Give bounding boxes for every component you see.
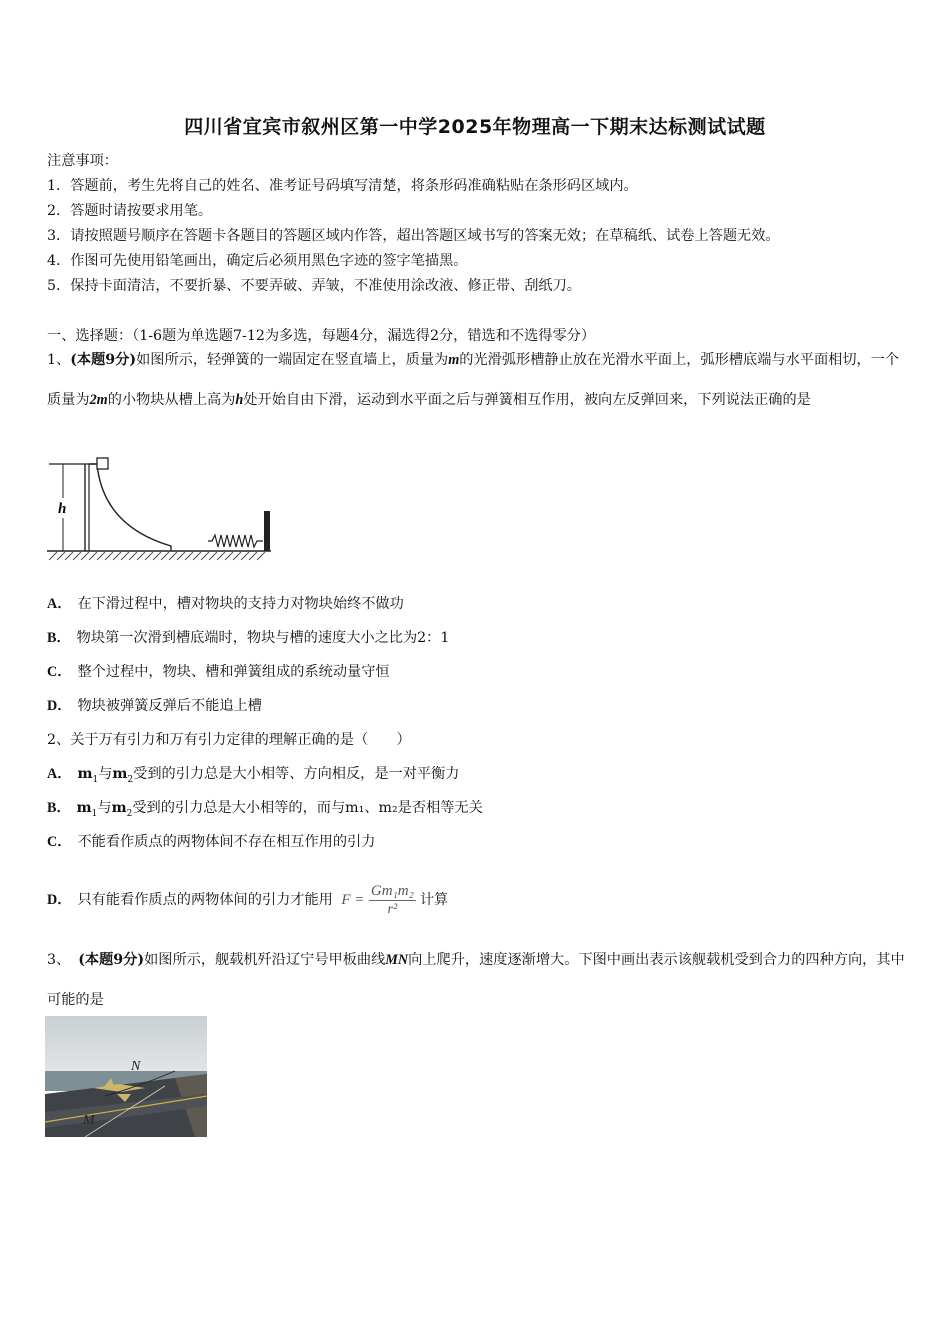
notice-item: 4．作图可先使用铅笔画出，确定后必须用黑色字迹的签字笔描黑。 [47, 253, 468, 269]
option-key: D． [47, 698, 72, 714]
question-text: 的小物块从槽上高为 [107, 392, 236, 408]
subscript: 2 [126, 808, 133, 819]
formula-numerator: Gm₁m₂ [370, 882, 414, 899]
q1-option-b[interactable] [47, 628, 449, 648]
page-title: 四川省宜宾市叙州区第一中学2025年物理高一下期末达标测试试题 [184, 116, 766, 138]
notice-item: 2．答题时请按要求用笔。 [47, 203, 213, 219]
option-text: 受到的引力总是大小相等的，而与m₁、m₂是否相等无关 [132, 800, 483, 816]
option-key: B． [47, 800, 71, 816]
q2-option-d[interactable] [47, 868, 448, 932]
formula-denominator: r² [387, 901, 398, 917]
q1-option-a[interactable] [47, 594, 404, 614]
point-m-label: M [83, 1113, 95, 1128]
question-number: 3、 [47, 952, 71, 968]
question-text: 的光滑弧形槽静止放在光滑水平面上，弧形槽底端与水平面相切，一个质量为 [47, 352, 900, 408]
option-text: 不能看作质点的两物体间不存在相互作用的引力 [77, 834, 376, 850]
notice-heading: 注意事项： [47, 153, 118, 169]
question-points: (本题9分) [70, 352, 137, 368]
q1-option-c[interactable] [47, 662, 390, 682]
question-points: (本题9分) [78, 952, 145, 968]
option-text: 计算 [419, 892, 449, 908]
option-text: 与 [98, 766, 113, 782]
question-text: 如图所示，舰载机歼沿辽宁号甲板曲线 [144, 952, 386, 968]
notice-item: 3．请按照题号顺序在答题卡各题目的答题区域内作答，超出答题区域书写的答案无效；在草稿纸、试卷上答题无效。 [47, 228, 780, 244]
question-text: 如图所示，轻弹簧的一端固定在竖直墙上，质量为 [136, 352, 449, 368]
q2-option-c[interactable] [47, 832, 375, 852]
notice-item: 5．保持卡面清洁，不要折暴、不要弄破、弄皱，不准使用涂改液、修正带、刮纸刀。 [47, 278, 581, 294]
option-text: 受到的引力总是大小相等、方向相反，是一对平衡力 [133, 766, 460, 782]
variable-h: h [235, 392, 244, 408]
q1-option-d[interactable] [47, 696, 262, 716]
option-text: 在下滑过程中，槽对物块的支持力对物块始终不做功 [77, 596, 404, 612]
variable-mn: MN [385, 952, 409, 968]
q2-option-a[interactable] [47, 764, 459, 790]
gravitation-formula [341, 868, 416, 932]
point-n-label: N [131, 1059, 141, 1074]
option-key: C． [47, 664, 72, 680]
question-text: 向上爬升，速度逐渐增大。下图中画出表示该舰载机受到合力的四种方向，其中可能的是 [47, 952, 905, 1008]
mass-symbol: m [77, 766, 93, 782]
notice-item: 1．答题前，考生先将自己的姓名、准考证号码填写清楚，将条形码准确粘贴在条形码区域内。 [47, 178, 638, 194]
option-text: 只有能看作质点的两物体间的引力才能用 [77, 892, 333, 908]
option-key: D． [47, 892, 72, 908]
height-label: h [58, 501, 67, 517]
question-text: 处开始自由下滑，运动到水平面之后与弹簧相互作用，被向左反弹回来，下列说法正确的是 [243, 392, 811, 408]
option-key: A． [47, 766, 72, 782]
question-number: 1、 [47, 352, 71, 368]
carrier-jet-photo [45, 1016, 207, 1137]
q2-option-b[interactable] [47, 798, 483, 824]
question-2-stem: 2、关于万有引力和万有引力定律的理解正确的是（ ） [47, 732, 411, 748]
option-text: 整个过程中，物块、槽和弹簧组成的系统动量守恒 [77, 664, 390, 680]
slope-spring-diagram [45, 456, 277, 568]
subscript: 1 [92, 774, 99, 785]
question-1-stem [47, 340, 909, 420]
variable-2m: 2m [89, 392, 108, 408]
formula-lhs: F = [341, 892, 365, 908]
option-text: 物块第一次滑到槽底端时，物块与槽的速度大小之比为2：1 [76, 630, 450, 646]
subscript: 2 [127, 774, 134, 785]
option-text: 与 [97, 800, 112, 816]
option-text: 物块被弹簧反弹后不能追上槽 [77, 698, 262, 714]
section-heading: 一、选择题：（1-6题为单选题7-12为多选，每题4分，漏选得2分，错选和不选得零分） [47, 328, 596, 344]
mass-symbol: m [111, 800, 127, 816]
option-key: B． [47, 630, 71, 646]
subscript: 1 [91, 808, 98, 819]
option-key: C． [47, 834, 72, 850]
variable-m: m [448, 352, 460, 368]
question-3-stem [47, 940, 909, 1020]
option-key: A． [47, 596, 72, 612]
mass-symbol: m [112, 766, 128, 782]
mass-symbol: m [76, 800, 92, 816]
